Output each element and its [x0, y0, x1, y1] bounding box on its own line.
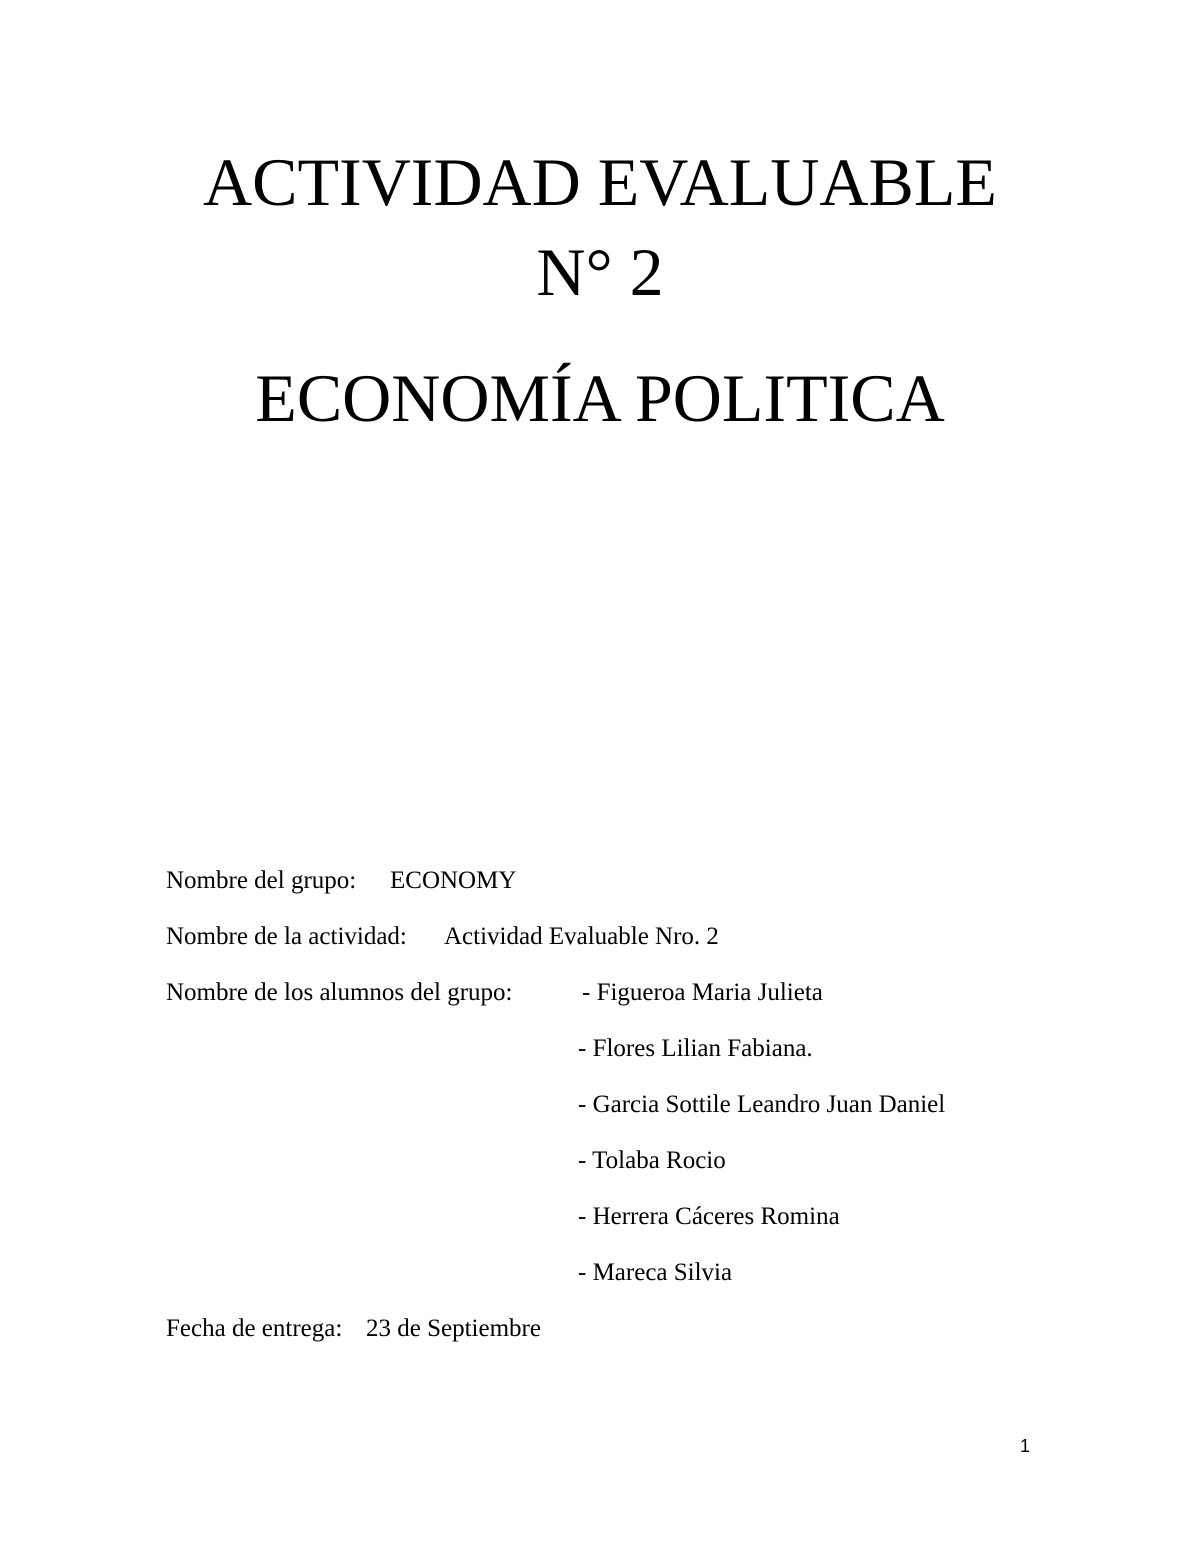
group-name-value: ECONOMY [390, 867, 517, 894]
title-line-1: ACTIVIDAD EVALUABLE [203, 144, 997, 220]
subject-title: ECONOMÍA POLITICA [255, 360, 945, 436]
activity-name-label: Nombre de la actividad: [166, 923, 407, 950]
page-number: 1 [1020, 1436, 1031, 1456]
due-date-value: 23 de Septiembre [366, 1315, 541, 1342]
student-name: - Figueroa Maria Julieta [582, 979, 823, 1006]
title-line-2: N° 2 [536, 234, 664, 310]
due-date-label: Fecha de entrega: [166, 1315, 343, 1342]
student-name: - Garcia Sottile Leandro Juan Daniel [578, 1091, 946, 1118]
student-name: - Mareca Silvia [578, 1259, 733, 1286]
student-name: - Herrera Cáceres Romina [578, 1203, 840, 1230]
activity-name-value: Actividad Evaluable Nro. 2 [444, 923, 719, 950]
student-name: - Tolaba Rocio [578, 1147, 726, 1174]
student-name: - Flores Lilian Fabiana. [578, 1035, 813, 1062]
group-name-label: Nombre del grupo: [166, 867, 357, 894]
students-label: Nombre de los alumnos del grupo: [166, 979, 513, 1006]
